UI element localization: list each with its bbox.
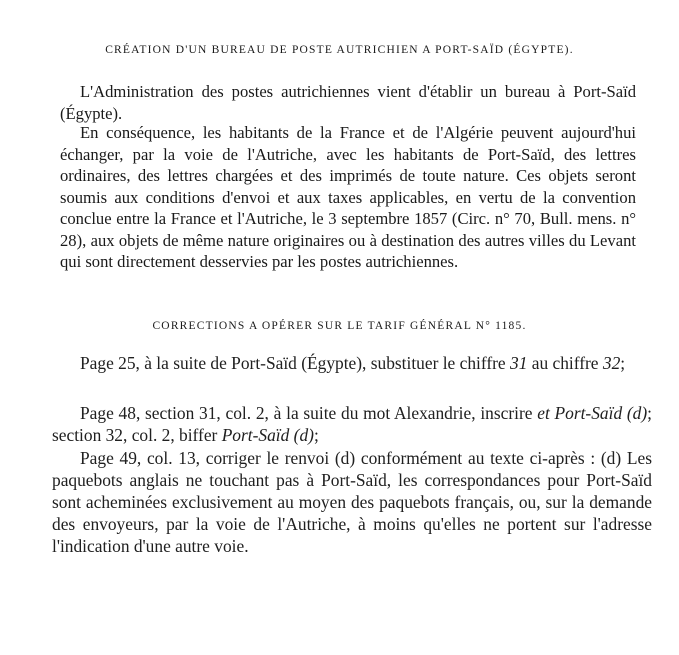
correction-page-48-text-c: ; [313, 425, 319, 445]
correction-page-25-number-a: 31 [510, 353, 528, 373]
heading-tariff-corrections: CORRECTIONS A OPÉRER SUR LE TARIF GÉNÉRAL N° 1185. [152, 320, 527, 332]
heading-post-office-creation: CRÉATION D'UN BUREAU DE POSTE AUTRICHIEN A PORT-SAÏD (ÉGYPTE). [105, 44, 574, 56]
correction-page-48-insert-b: Port-Saïd (d) [221, 425, 314, 445]
section-divider [0, 308, 679, 309]
correction-page-49: Page 49, col. 13, corriger le renvoi (d) conformément au texte ci-après : (d) Les paquebots anglais ne touchant pas à Port-Saïd, les correspondances pour Port-Saïd sont acheminées exclusivement au moyen des paquebots français, ou, sur la demande des envoyeurs, par la voie de l'Autriche, à moins qu'elles ne portent sur l'adresse l'indication d'une autre voie. [52, 448, 652, 556]
correction-page-25 [52, 352, 652, 374]
correction-page-48-text-a: Page 48, section 31, col. 2, à la suite du mot Alexandrie, inscrire [80, 403, 538, 423]
correction-page-48-text-b: ; section 32, col. 2, biffer [52, 403, 653, 445]
paragraph-consequences: En conséquence, les habitants de la France et de l'Algérie peuvent aujourd'hui échanger, par la voie de l'Autriche, avec les habitants de Port-Saïd, des lettres ordinaires, des lettres chargées et des imprimés de toute nature. Ces objets seront soumis aux conditions d'envoi et aux taxes applicables, en vertu de la convention conclue entre la France et l'Autriche, le 3 septembre 1857 (Circ. n° 70, Bull. mens. n° 28), aux objets de même nature originaires ou à destination des autres villes du Levant qui sont directement desservies par les postes autrichiennes. [60, 123, 636, 271]
correction-page-48-insert-a: et Port-Saïd (d) [537, 403, 648, 423]
correction-page-25-number-b: 32 [602, 353, 621, 373]
correction-page-48 [52, 402, 652, 446]
correction-page-25-text-c: ; [620, 353, 626, 373]
correction-page-25-text-a: Page 25, à la suite de Port-Saïd (Égypte), substituer le chiffre [80, 353, 510, 373]
paragraph-establishment: L'Administration des postes autrichiennes vient d'établir un bureau à Port-Saïd (Égypte). [60, 82, 636, 123]
correction-page-25-text-b: au chiffre [527, 353, 603, 373]
